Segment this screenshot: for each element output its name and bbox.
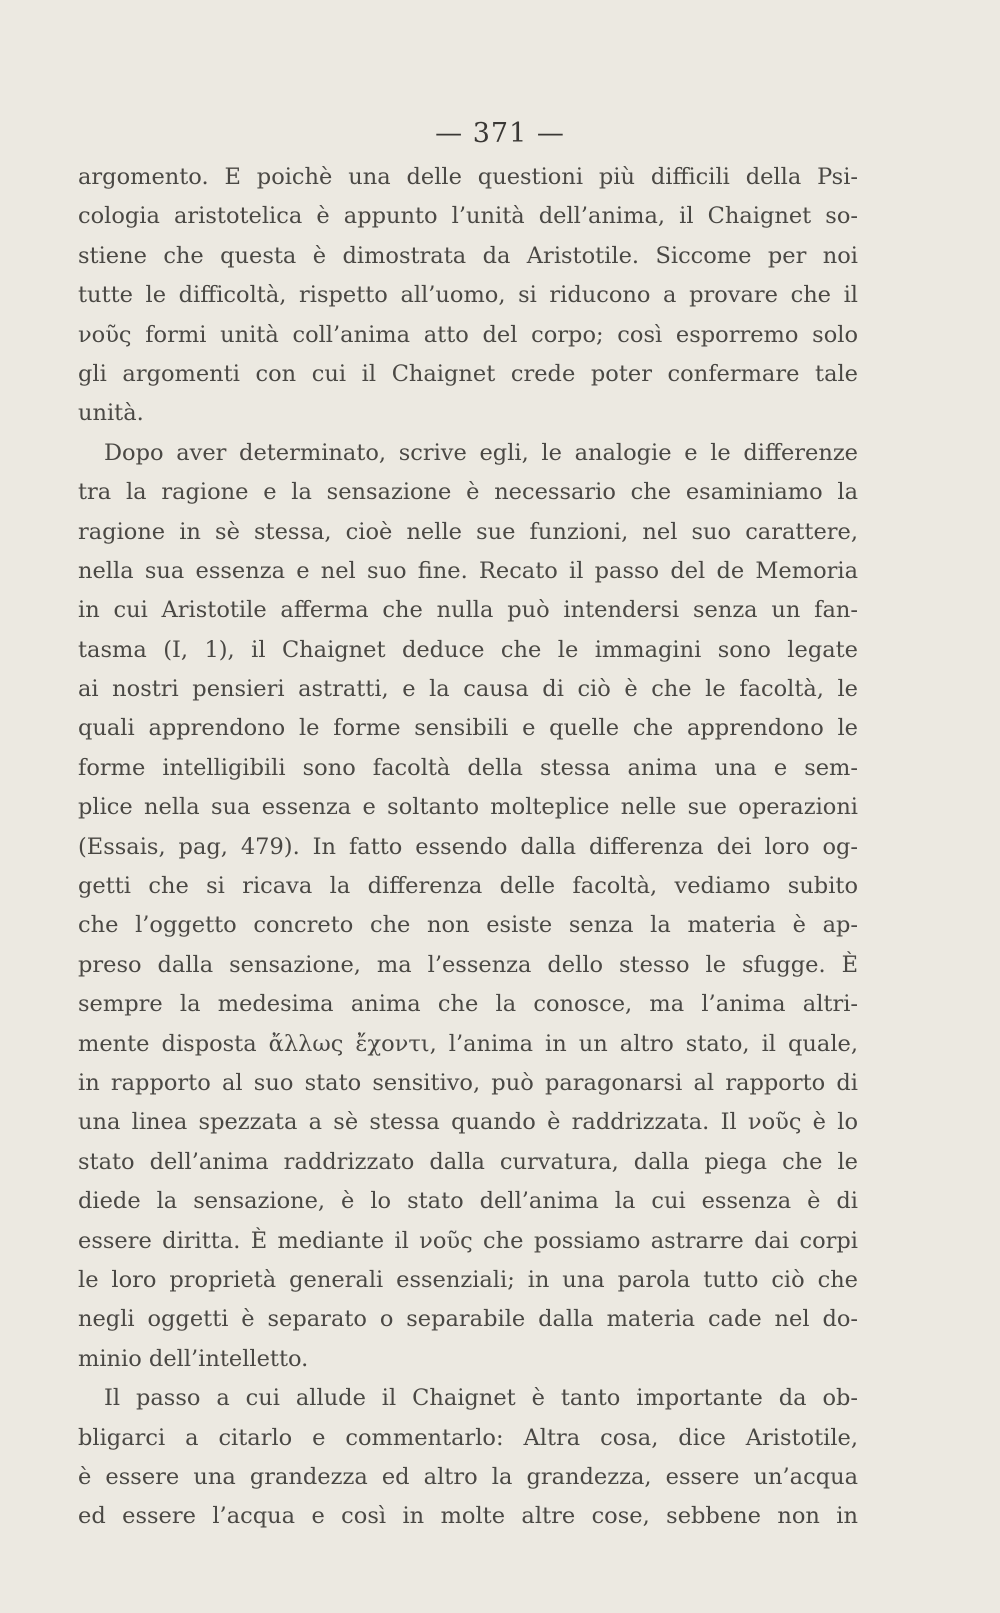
text-line: unità. [78, 400, 144, 427]
body-text [78, 158, 858, 1537]
text-line: ragione in sè stessa, cioè nelle sue funzioni, nel suo carattere, [78, 518, 858, 545]
text-line: preso dalla sensazione, ma l’essenza dello stesso le sfugge. È [78, 951, 858, 978]
paragraph-3 [78, 1379, 858, 1537]
text-line: plice nella sua essenza e soltanto molteplice nelle sue operazioni [78, 794, 858, 821]
text-line: forme intelligibili sono facoltà della stessa anima una e sem- [78, 754, 858, 781]
text-line: è essere una grandezza ed altro la grandezza, essere un’acqua [78, 1463, 858, 1490]
text-line: diede la sensazione, è lo stato dell’anima la cui essenza è di [78, 1188, 858, 1215]
text-line: bligarci a citarlo e commentarlo: Altra cosa, dice Aristotile, [78, 1424, 858, 1451]
text-line: minio dell’intelletto. [78, 1345, 309, 1372]
text-line: tutte le difficoltà, rispetto all’uomo, si riducono a provare che il [78, 282, 858, 309]
text-line: che l’oggetto concreto che non esiste senza la materia è ap- [78, 912, 858, 939]
text-line: tra la ragione e la sensazione è necessario che esaminiamo la [78, 479, 858, 506]
text-line: quali apprendono le forme sensibili e quelle che apprendono le [78, 715, 858, 742]
text-line: essere diritta. È mediante il νοῦς che possiamo astrarre dai corpi [78, 1227, 858, 1254]
text-line: (Essais, pag, 479). In fatto essendo dalla differenza dei loro og- [78, 833, 858, 860]
text-line: nella sua essenza e nel suo fine. Recato il passo del de Memoria [78, 557, 858, 584]
text-line: sempre la medesima anima che la conosce, ma l’anima altri- [78, 991, 858, 1018]
text-line: cologia aristotelica è appunto l’unità dell’anima, il Chaignet so- [78, 203, 858, 230]
paragraph-2 [78, 434, 858, 1379]
text-line: gli argomenti con cui il Chaignet crede poter confermare tale [78, 360, 858, 387]
text-line: stato dell’anima raddrizzato dalla curvatura, dalla piega che le [78, 1148, 858, 1175]
text-line: mente disposta ἄλλως ἔχοντι, l’anima in un altro stato, il quale, [78, 1030, 858, 1057]
text-line: tasma (I, 1), il Chaignet deduce che le immagini sono legate [78, 636, 858, 663]
text-line: Dopo aver determinato, scrive egli, le analogie e le differenze [104, 439, 858, 466]
text-line: le loro proprietà generali essenziali; in una parola tutto ciò che [78, 1266, 858, 1293]
text-line: ed essere l’acqua e così in molte altre cose, sebbene non in [78, 1503, 858, 1530]
text-line: una linea spezzata a sè stessa quando è raddrizzata. Il νοῦς è lo [78, 1109, 858, 1136]
paragraph-1 [78, 158, 858, 434]
text-line: νοῦς formi unità coll’anima atto del corpo; così esporremo solo [78, 321, 858, 348]
text-line: in cui Aristotile afferma che nulla può intendersi senza un fan- [78, 597, 858, 624]
page-number: — 371 — [435, 118, 565, 149]
text-line: getti che si ricava la differenza delle facoltà, vediamo subito [78, 873, 858, 900]
text-line: Il passo a cui allude il Chaignet è tanto importante da ob- [104, 1385, 858, 1412]
text-line: stiene che questa è dimostrata da Aristotile. Siccome per noi [78, 242, 858, 269]
text-line: argomento. E poichè una delle questioni più difficili della Psi- [78, 164, 858, 190]
text-line: in rapporto al suo stato sensitivo, può paragonarsi al rapporto di [78, 1069, 858, 1096]
text-line: ai nostri pensieri astratti, e la causa di ciò è che le facoltà, le [78, 676, 858, 703]
text-line: negli oggetti è separato o separabile dalla materia cade nel do- [78, 1306, 858, 1333]
